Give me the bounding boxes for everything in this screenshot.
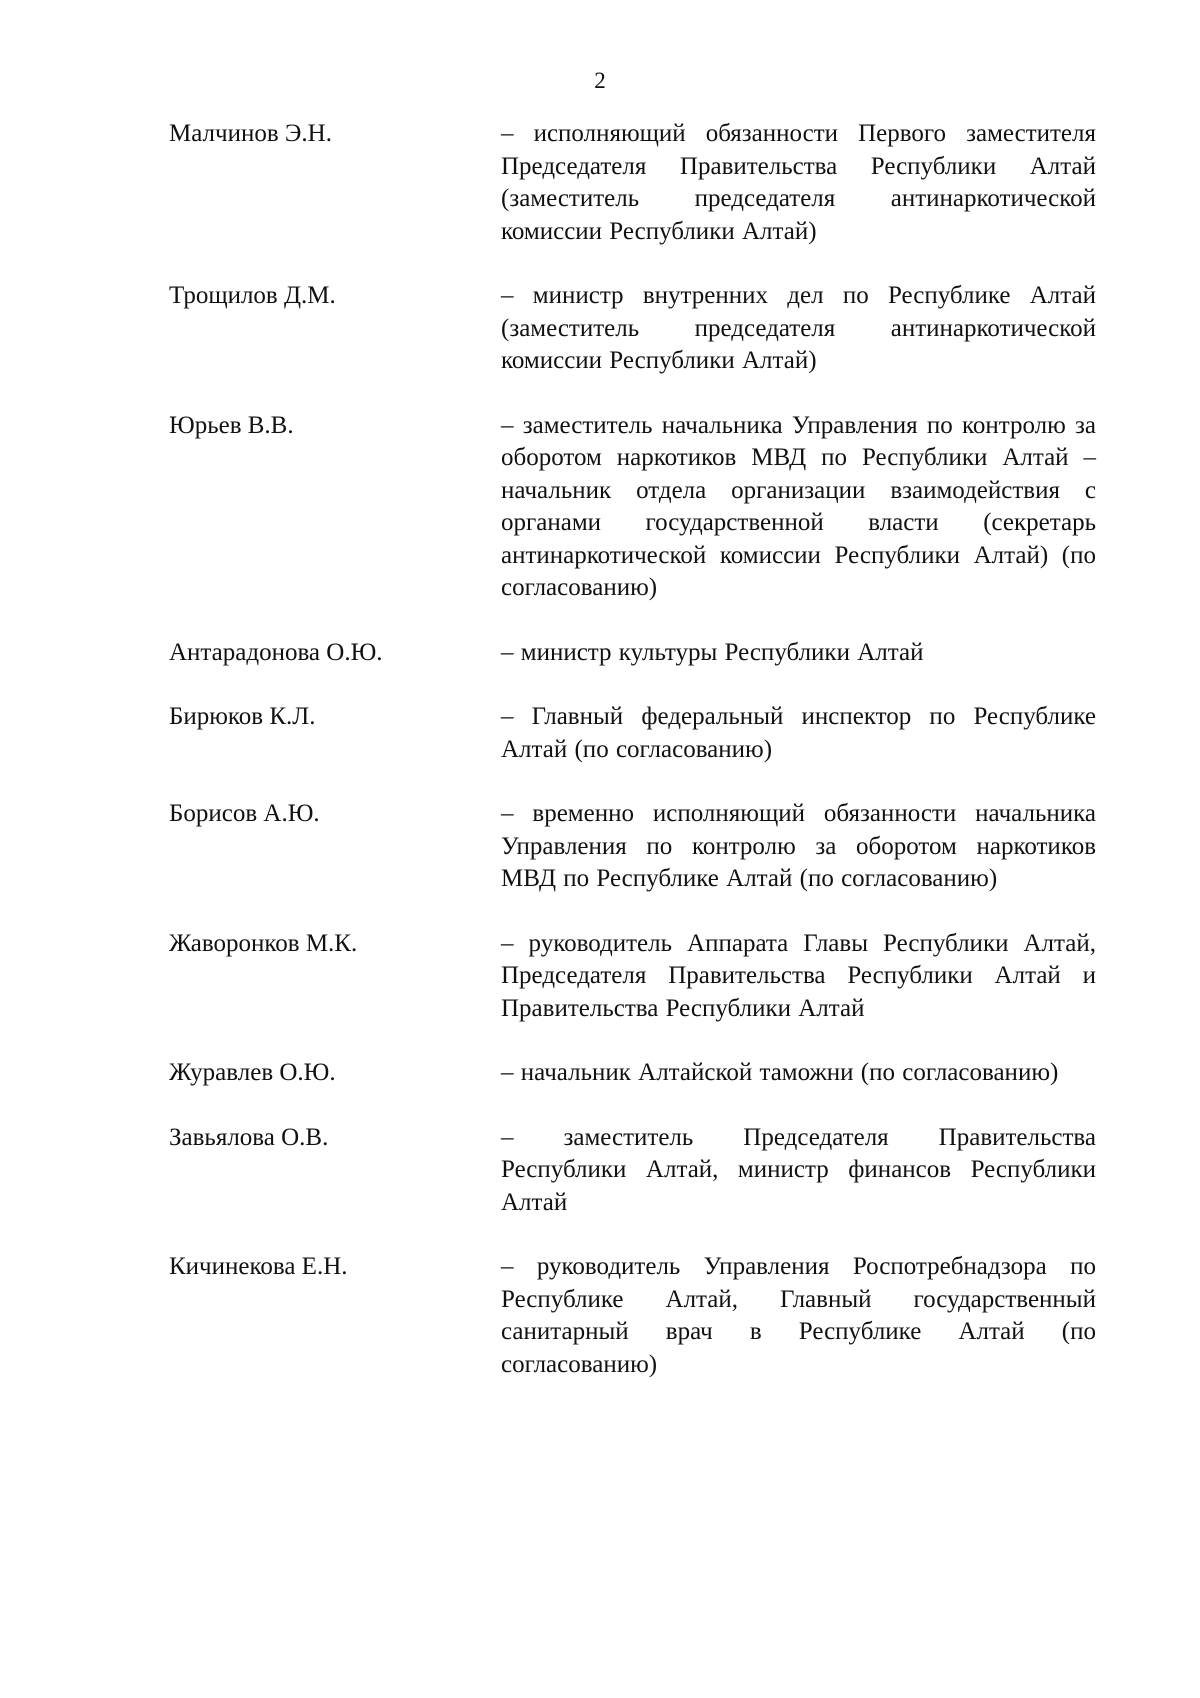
member-name: Борисов А.Ю. xyxy=(169,800,320,827)
member-name: Юрьев В.В. xyxy=(169,411,294,439)
member-row xyxy=(169,410,1096,605)
member-position: – временно исполняющий обязанности начальника Управления по контролю за оборотом наркотиков МВД по Республике Алтай (по согласованию) xyxy=(501,800,1096,892)
member-row xyxy=(169,928,1096,1026)
member-name: Антарадонова О.Ю. xyxy=(169,638,383,666)
member-position: – руководитель Управления Роспотребнадзора по Республике Алтай, Главный государственный санитарный врач в Республике Алтай (по согласованию) xyxy=(501,1253,1096,1378)
member-position: – Главный федеральный инспектор по Республике Алтай (по согласованию) xyxy=(501,703,1096,763)
member-position: – заместитель начальника Управления по контролю за оборотом наркотиков МВД по Республики Алтай – начальник отдела организации взаимодействия с органами государственной власти (секретарь антинаркотической комиссии Республики Алтай) (по согласованию) xyxy=(501,411,1096,601)
member-row xyxy=(169,701,1096,766)
commission-member-list xyxy=(169,118,1096,1413)
member-name: Малчинов Э.Н. xyxy=(169,120,332,147)
member-row xyxy=(169,1122,1096,1220)
member-name: Бирюков К.Л. xyxy=(169,703,316,730)
member-row xyxy=(169,280,1096,378)
member-name: Жаворонков М.К. xyxy=(169,929,358,957)
member-name: Трощилов Д.М. xyxy=(169,282,336,309)
member-name: Кичинекова Е.Н. xyxy=(169,1253,348,1280)
member-position: – начальник Алтайской таможни (по согласованию) xyxy=(501,1059,1059,1086)
member-row xyxy=(169,1251,1096,1381)
member-row xyxy=(169,637,1096,670)
member-row xyxy=(169,1057,1096,1090)
member-position: – министр внутренних дел по Республике Алтай (заместитель председателя антинаркотической комиссии Республики Алтай) xyxy=(501,282,1096,374)
member-name: Журавлев О.Ю. xyxy=(169,1059,336,1086)
member-row xyxy=(169,798,1096,896)
member-position: – министр культуры Республики Алтай xyxy=(501,638,924,666)
member-position: – заместитель Председателя Правительства Республики Алтай, министр финансов Республики Алтай xyxy=(501,1123,1096,1216)
member-row xyxy=(169,118,1096,248)
member-position: – руководитель Аппарата Главы Республики Алтай, Председателя Правительства Республики Алтай и Правительства Республики Алтай xyxy=(501,929,1096,1022)
member-name: Завьялова О.В. xyxy=(169,1123,329,1151)
member-position: – исполняющий обязанности Первого заместителя Председателя Правительства Республики Алтай (заместитель председателя антинаркотической комиссии Республики Алтай) xyxy=(501,120,1096,245)
page-number: 2 xyxy=(594,68,606,93)
